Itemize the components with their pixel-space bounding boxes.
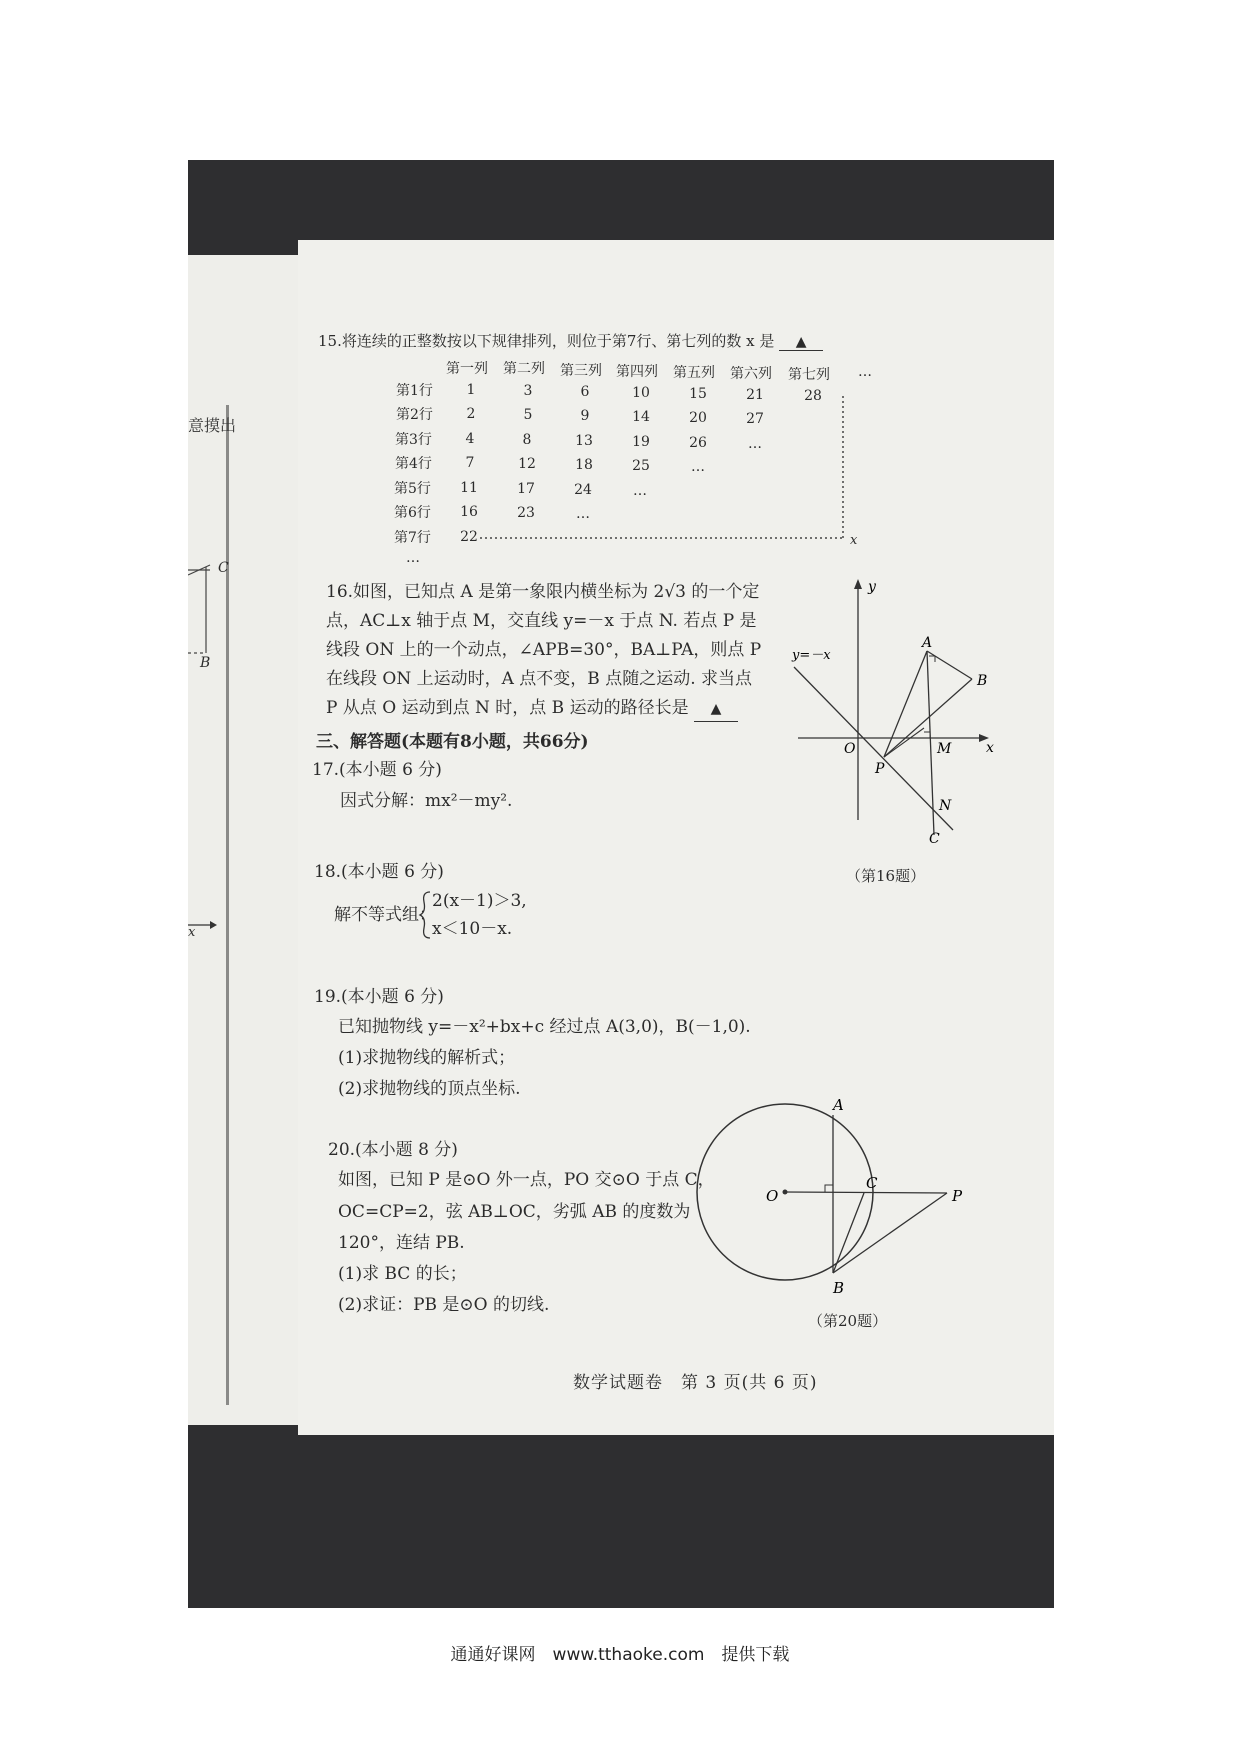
- q16-answer-blank: ▲: [694, 697, 738, 722]
- q19-line-3: (2)求抛物线的顶点坐标.: [338, 1079, 521, 1099]
- q16-line-5-text: P 从点 O 运动到点 N 时，点 B 运动的路径长是: [326, 698, 689, 718]
- q16-caption: （第16题）: [846, 867, 926, 885]
- q15-cell: 8: [522, 432, 532, 448]
- q20-fig-label-B: B: [833, 1279, 845, 1297]
- q19-line-1: 已知抛物线 y=－x²+bx+c 经过点 A(3,0)，B(－1,0).: [338, 1017, 751, 1037]
- q20-title: 20.(本小题 8 分): [328, 1140, 458, 1160]
- q18-title: 18.(本小题 6 分): [314, 862, 444, 882]
- q15-text: [318, 330, 823, 351]
- q15-col-header-1: 第一列: [446, 361, 488, 377]
- q15-cell: 1: [466, 382, 476, 398]
- q18-prefix: 解不等式组：: [334, 905, 436, 925]
- q15-cell: 22: [460, 529, 478, 545]
- q15-col-header-4: 第四列: [616, 364, 658, 380]
- q15-cell: 11: [460, 480, 478, 496]
- q15-cell: 27: [746, 411, 764, 427]
- q20-line-5: (2)求证：PB 是⊙O 的切线.: [338, 1295, 550, 1315]
- q15-col-header-7: 第七列: [788, 367, 830, 383]
- q15-cell: 6: [580, 384, 590, 400]
- q20-line-2: OC=CP=2，弦 AB⊥OC，劣弧 AB 的度数为: [338, 1202, 691, 1222]
- left-page-fragment: [188, 255, 299, 1425]
- q20-fig-label-P: P: [952, 1187, 963, 1205]
- q15-cell: 13: [575, 433, 593, 449]
- q16-line-1: 16.如图，已知点 A 是第一象限内横坐标为 2√3 的一个定: [326, 582, 760, 602]
- q15-col-header-more: …: [858, 364, 872, 380]
- q16-fig-label-y: y: [868, 579, 876, 595]
- q16-line-5: [326, 696, 738, 722]
- left-label-c: C: [218, 560, 229, 576]
- q20-fig-label-A: A: [833, 1096, 844, 1114]
- q15-cell: 18: [575, 457, 593, 473]
- q15-cell: 4: [465, 431, 475, 447]
- q18-inequality-1: 2(x－1)＞3,: [432, 891, 527, 911]
- q16-line-3: 线段 ON 上的一个动点，∠APB=30°，BA⊥PA，则点 P: [326, 640, 762, 660]
- q20-line-4: (1)求 BC 的长；: [338, 1264, 467, 1284]
- q20-line-3: 120°，连结 PB.: [338, 1233, 465, 1253]
- q15-dotted-guides: [458, 390, 878, 550]
- q17-body: 因式分解：mx²－my².: [340, 791, 513, 811]
- q15-cell: 7: [465, 455, 475, 471]
- q20-caption: （第20题）: [808, 1312, 888, 1330]
- left-page-text: 意摸出: [188, 416, 237, 435]
- q16-figure: [788, 575, 1008, 845]
- q15-x-label: x: [850, 533, 858, 548]
- q19-title: 19.(本小题 6 分): [314, 987, 444, 1007]
- q16-fig-label-A: A: [922, 635, 933, 651]
- exam-page: [298, 240, 1054, 1435]
- q16-fig-label-C: C: [929, 831, 940, 845]
- q15-row-label-3: 第3行: [395, 432, 432, 448]
- q16-fig-label-line: y=－x: [792, 648, 831, 663]
- q18-inequality-2: x＜10－x.: [432, 919, 513, 939]
- q16-fig-label-x: x: [986, 740, 994, 756]
- q20-fig-label-C: C: [866, 1174, 878, 1192]
- q15-cell: 24: [574, 482, 592, 498]
- q15-row-label-more: …: [406, 550, 420, 566]
- q15-cell: 23: [517, 505, 535, 521]
- q15-cell: 9: [580, 408, 590, 424]
- q15-cell: …: [576, 506, 590, 522]
- q15-cell: …: [633, 483, 647, 499]
- q15-row-label-2: 第2行: [396, 407, 433, 423]
- q20-fig-label-O: O: [766, 1187, 779, 1205]
- q20-line-1: 如图，已知 P 是⊙O 外一点，PO 交⊙O 于点 C，: [338, 1170, 715, 1190]
- q15-cell: 2: [466, 406, 476, 422]
- q15-cell: 10: [632, 385, 650, 401]
- q15-prompt: 15.将连续的正整数按以下规律排列，则位于第7行、第七列的数 x 是: [318, 332, 775, 350]
- q15-cell: 26: [689, 435, 707, 451]
- q15-cell: 3: [523, 383, 533, 399]
- q15-cell: …: [748, 436, 762, 452]
- q15-cell: 16: [460, 504, 478, 520]
- q16-fig-label-B: B: [977, 673, 988, 689]
- q16-line-2: 点，AC⊥x 轴于点 M，交直线 y=－x 于点 N. 若点 P 是: [326, 611, 757, 631]
- q16-fig-label-M: M: [937, 741, 952, 757]
- left-label-b: B: [200, 655, 211, 671]
- q15-cell: 25: [632, 458, 650, 474]
- q15-col-header-2: 第二列: [503, 361, 545, 377]
- q15-row-label-6: 第6行: [394, 505, 431, 521]
- q15-row-label-5: 第5行: [394, 481, 431, 497]
- q15-col-header-6: 第六列: [730, 366, 772, 382]
- q15-cell: 17: [517, 481, 535, 497]
- q17-title: 17.(本小题 6 分): [312, 760, 442, 780]
- q15-cell: 21: [746, 387, 764, 403]
- q15-cell: 15: [689, 386, 707, 402]
- q15-col-header-3: 第三列: [560, 363, 602, 379]
- q15-cell: 20: [689, 410, 707, 426]
- q15-cell: 12: [518, 456, 536, 472]
- q15-cell: 14: [632, 409, 650, 425]
- q16-fig-label-N: N: [939, 798, 952, 814]
- page-footer: 数学试题卷 第 3 页(共 6 页): [573, 1373, 818, 1393]
- q15-row-label-4: 第4行: [395, 456, 432, 472]
- photo-background: [188, 160, 1054, 1608]
- q15-cell: 5: [523, 407, 533, 423]
- q18-brace: [418, 890, 432, 940]
- q15-cell: 28: [804, 388, 822, 404]
- q16-fig-label-P: P: [875, 761, 885, 777]
- q15-answer-blank: ▲: [779, 334, 823, 351]
- q15-row-label-1: 第1行: [396, 383, 433, 399]
- q16-line-4: 在线段 ON 上运动时，A 点不变，B 点随之运动. 求当点: [326, 669, 753, 689]
- q15-cell: 19: [632, 434, 650, 450]
- source-footer: 通通好课网 www.tthaoke.com 提供下载: [450, 1645, 790, 1665]
- q16-fig-label-O: O: [844, 741, 856, 757]
- q19-line-2: (1)求抛物线的解析式；: [338, 1048, 516, 1068]
- q15-row-label-7: 第7行: [394, 530, 431, 546]
- section-3-heading: 三、解答题(本题有8小题，共66分): [316, 732, 589, 752]
- left-label-x: x: [188, 925, 196, 940]
- q15-col-header-5: 第五列: [673, 365, 715, 381]
- q15-cell: …: [691, 459, 705, 475]
- q20-figure: [688, 1095, 988, 1305]
